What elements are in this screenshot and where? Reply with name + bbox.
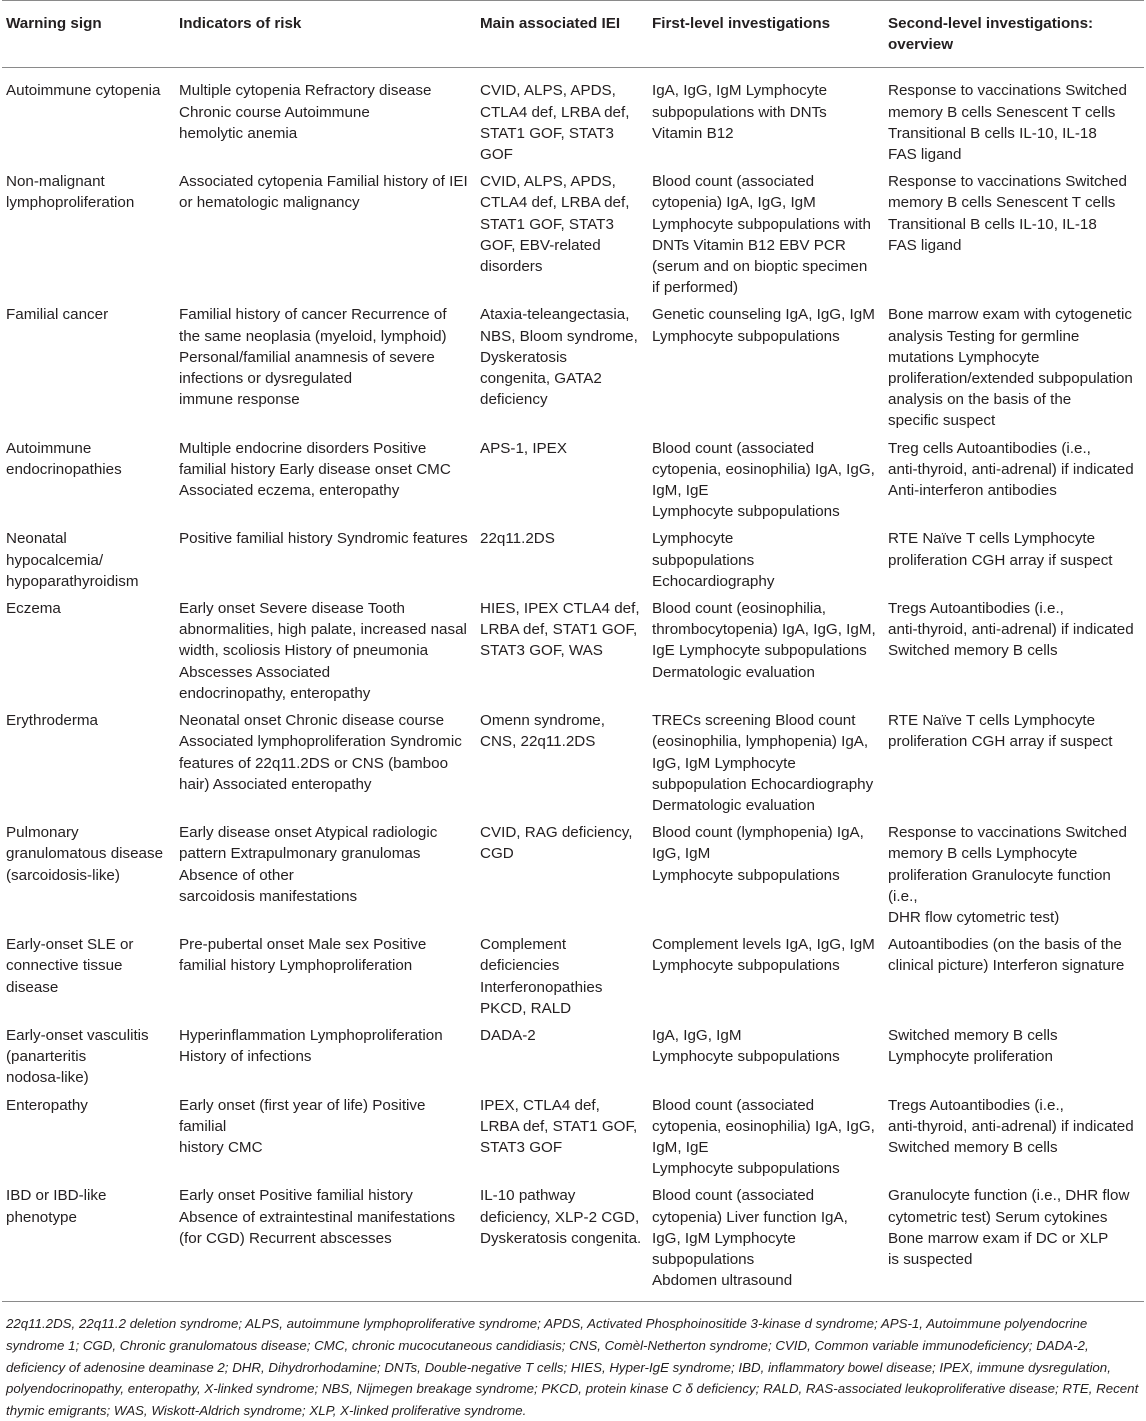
second-level-investigations-cell: Switched memory B cells Lymphocyte proliferation — [888, 1026, 1058, 1066]
main-associated-iei-cell: CVID, ALPS, APDS, CTLA4 def, LRBA def, STAT1 GOF, STAT3 GOF, EBV-related disorders — [480, 173, 630, 276]
first-level-investigations-cell: TRECs screening Blood count (eosinophilia, lymphopenia) IgA, IgG, IgM Lymphocyte subpopulation Echocardiography Dermatologic evaluation — [652, 712, 874, 814]
indicators-of-risk-cell: Early disease onset Atypical radiologic pattern Extrapulmonary granulomas Absence of other sarcoidosis manifestations — [179, 824, 438, 905]
warning-sign-cell: Early-onset vasculitis (panarteritis nodosa-like) — [6, 1026, 149, 1087]
warning-sign-cell: Familial cancer — [6, 306, 109, 324]
main-associated-iei-cell: Complement deficiencies Interferonopathies PKCD, RALD — [480, 936, 603, 1017]
second-level-investigations-cell: Autoantibodies (on the basis of the clinical picture) Interferon signature — [888, 936, 1125, 975]
table-row — [2, 1185, 1144, 1302]
header-warning-sign: Warning sign — [6, 15, 102, 32]
warning-sign-cell: Eczema — [6, 600, 61, 618]
table-footnote: 22q11.2DS, 22q11.2 deletion syndrome; ALPS, autoimmune lymphoproliferative syndrome; APDS, Activated Phosphoinositide 3-kinase d syndrome; APS-1, Autoimmune polyendocrine syndrome 1; CGD, Chronic granulomatous disease; CMC, chronic mucocutaneous candidiasis; CNS, Comèl-Netherton syndrome; CVID, Common variable immunodeficiency; DADA-2, deficiency of adenosine deaminase 2; DHR, Dihydrorhodamine; DNTs, Double-negative T cells; HIES, Hyper-IgE syndrome; IBD, inflammatory bowel disease; IPEX, immune dysregulation, polyendocrinopathy, enteropathy, X-linked syndrome; NBS, Nijmegen breakage syndrome; PKCD, protein kinase C δ deficiency; RALD, RAS-associated leukoproliferative disease; RTE, Recent thymic emigrants; WAS, Wiskott-Aldrich syndrome; XLP, X-linked proliferative syndrome. — [6, 1316, 1139, 1418]
main-associated-iei-cell: IL-10 pathway deficiency, XLP-2 CGD, Dyskeratosis congenita. — [480, 1187, 642, 1247]
first-level-investigations-cell: Complement levels IgA, IgG, IgM Lymphocyte subpopulations — [652, 936, 875, 975]
table-row — [2, 710, 1144, 822]
warning-sign-cell: Pulmonary granulomatous disease (sarcoidosis-like) — [6, 824, 164, 884]
second-level-investigations-cell: Treg cells Autoantibodies (i.e., anti-thyroid, anti-adrenal) if indicated Anti-interferon antibodies — [888, 439, 1134, 500]
main-associated-iei-cell: APS-1, IPEX — [480, 439, 567, 457]
indicators-of-risk-cell: Multiple endocrine disorders Positive familial history Early disease onset CMC Associated eczema, enteropathy — [179, 439, 451, 500]
indicators-of-risk-cell: Multiple cytopenia Refractory disease Chronic course Autoimmune hemolytic anemia — [179, 82, 432, 142]
first-level-investigations-cell: IgA, IgG, IgM Lymphocyte subpopulations — [652, 1026, 840, 1066]
first-level-investigations-cell: Blood count (associated cytopenia) IgA, IgG, IgM Lymphocyte subpopulations with DNTs Vitamin B12 EBV PCR (serum and on bioptic specimen if performed) — [652, 173, 871, 297]
warning-signs-table — [2, 0, 1144, 1302]
table-row — [2, 1025, 1144, 1095]
table-row — [2, 304, 1144, 437]
table-row — [2, 528, 1144, 598]
table-row — [2, 1095, 1144, 1186]
first-level-investigations-cell: Blood count (eosinophilia, thrombocytopenia) IgA, IgG, IgM, IgE Lymphocyte subpopulations Dermatologic evaluation — [652, 600, 876, 681]
indicators-of-risk-cell: Positive familial history Syndromic features — [179, 530, 468, 548]
indicators-of-risk-cell: Early onset (first year of life) Positive familial history CMC — [179, 1096, 426, 1156]
second-level-investigations-cell: RTE Naïve T cells Lymphocyte proliferation CGH array if suspect — [888, 712, 1113, 751]
first-level-investigations-cell: Genetic counseling IgA, IgG, IgM Lymphocyte subpopulations — [652, 306, 875, 345]
main-associated-iei-cell: DADA-2 — [480, 1026, 536, 1044]
warning-sign-cell: Neonatal hypocalcemia/ hypoparathyroidism — [6, 530, 139, 590]
warning-sign-cell: Early-onset SLE or connective tissue disease — [6, 936, 134, 996]
header-second-level-investigations: Second-level investigations: overview — [888, 15, 1094, 54]
warning-sign-cell: Autoimmune cytopenia — [6, 82, 161, 100]
warning-sign-cell: Enteropathy — [6, 1096, 88, 1114]
indicators-of-risk-cell: Familial history of cancer Recurrence of the same neoplasia (myeloid, lymphoid) Personal/familial anamnesis of severe infections or dysregulated immune response — [179, 306, 447, 409]
main-associated-iei-cell: CVID, ALPS, APDS, CTLA4 def, LRBA def, STAT1 GOF, STAT3 GOF — [480, 82, 630, 164]
second-level-investigations-cell: Response to vaccinations Switched memory B cells Senescent T cells Transitional B cells IL-10, IL-18 FAS ligand — [888, 173, 1127, 254]
first-level-investigations-cell: IgA, IgG, IgM Lymphocyte subpopulations with DNTs Vitamin B12 — [652, 82, 828, 142]
indicators-of-risk-cell: Associated cytopenia Familial history of IEI or hematologic malignancy — [179, 173, 468, 212]
indicators-of-risk-cell: Early onset Severe disease Tooth abnormalities, high palate, increased nasal width, scoliosis History of pneumonia Abscesses Associated endocrinopathy, enteropathy — [179, 600, 467, 702]
second-level-investigations-cell: Granulocyte function (i.e., DHR flow cytometric test) Serum cytokines Bone marrow exam if DC or XLP is suspected — [888, 1187, 1130, 1268]
indicators-of-risk-cell: Pre-pubertal onset Male sex Positive familial history Lymphoproliferation — [179, 936, 427, 975]
warning-sign-cell: Erythroderma — [6, 712, 99, 730]
second-level-investigations-cell: Tregs Autoantibodies (i.e., anti-thyroid, anti-adrenal) if indicated Switched memory B cells — [888, 1096, 1134, 1156]
table-header — [2, 1, 1144, 68]
header-row — [2, 1, 1144, 68]
indicators-of-risk-cell: Neonatal onset Chronic disease course Associated lymphoproliferation Syndromic features of 22q11.2DS or CNS (bamboo hair) Associated enteropathy — [179, 712, 462, 793]
second-level-investigations-cell: Response to vaccinations Switched memory B cells Senescent T cells Transitional B cells IL-10, IL-18 FAS ligand — [888, 82, 1127, 164]
header-first-level-investigations: First-level investigations — [652, 15, 831, 32]
main-associated-iei-cell: CVID, RAG deficiency, CGD — [480, 824, 633, 863]
first-level-investigations-cell: Blood count (associated cytopenia, eosinophilia) IgA, IgG, IgM, IgE Lymphocyte subpopulations — [652, 1096, 875, 1178]
header-indicators-of-risk: Indicators of risk — [179, 15, 302, 32]
main-associated-iei-cell: IPEX, CTLA4 def, LRBA def, STAT1 GOF, STAT3 GOF — [480, 1096, 638, 1156]
warning-sign-cell: IBD or IBD-like phenotype — [6, 1187, 107, 1226]
second-level-investigations-cell: Response to vaccinations Switched memory B cells Lymphocyte proliferation Granulocyte function (i.e., DHR flow cytometric test) — [888, 824, 1127, 926]
main-associated-iei-cell: Omenn syndrome, CNS, 22q11.2DS — [480, 712, 605, 751]
table-row — [2, 598, 1144, 710]
table-row — [2, 934, 1144, 1025]
second-level-investigations-cell: RTE Naïve T cells Lymphocyte proliferation CGH array if suspect — [888, 530, 1113, 569]
main-associated-iei-cell: Ataxia-teleangectasia, NBS, Bloom syndrome, Dyskeratosis congenita, GATA2 deficiency — [480, 306, 638, 409]
second-level-investigations-cell: Tregs Autoantibodies (i.e., anti-thyroid, anti-adrenal) if indicated Switched memory B cells — [888, 600, 1134, 660]
first-level-investigations-cell: Lymphocyte subpopulations Echocardiography — [652, 530, 775, 590]
main-associated-iei-cell: HIES, IPEX CTLA4 def, LRBA def, STAT1 GOF, STAT3 GOF, WAS — [480, 600, 640, 660]
main-associated-iei-cell: 22q11.2DS — [480, 530, 555, 548]
indicators-of-risk-cell: Hyperinflammation Lymphoproliferation History of infections — [179, 1026, 443, 1066]
table-body — [2, 68, 1144, 1302]
table-row — [2, 822, 1144, 934]
table-row — [2, 171, 1144, 304]
warning-sign-cell: Non-malignant lymphoproliferation — [6, 173, 135, 212]
second-level-investigations-cell: Bone marrow exam with cytogenetic analysis Testing for germline mutations Lymphocyte proliferation/extended subpopulation analysis on the basis of the specific suspect — [888, 306, 1133, 430]
first-level-investigations-cell: Blood count (lymphopenia) IgA, IgG, IgM Lymphocyte subpopulations — [652, 824, 864, 884]
table-row — [2, 68, 1144, 171]
first-level-investigations-cell: Blood count (associated cytopenia) Liver function IgA, IgG, IgM Lymphocyte subpopulations Abdomen ultrasound — [652, 1187, 848, 1290]
table-row — [2, 438, 1144, 529]
indicators-of-risk-cell: Early onset Positive familial history Absence of extraintestinal manifestations (for CGD) Recurrent abscesses — [179, 1187, 456, 1247]
first-level-investigations-cell: Blood count (associated cytopenia, eosinophilia) IgA, IgG, IgM, IgE Lymphocyte subpopulations — [652, 439, 875, 521]
header-main-associated-iei: Main associated IEI — [480, 15, 621, 32]
warning-sign-cell: Autoimmune endocrinopathies — [6, 439, 122, 478]
